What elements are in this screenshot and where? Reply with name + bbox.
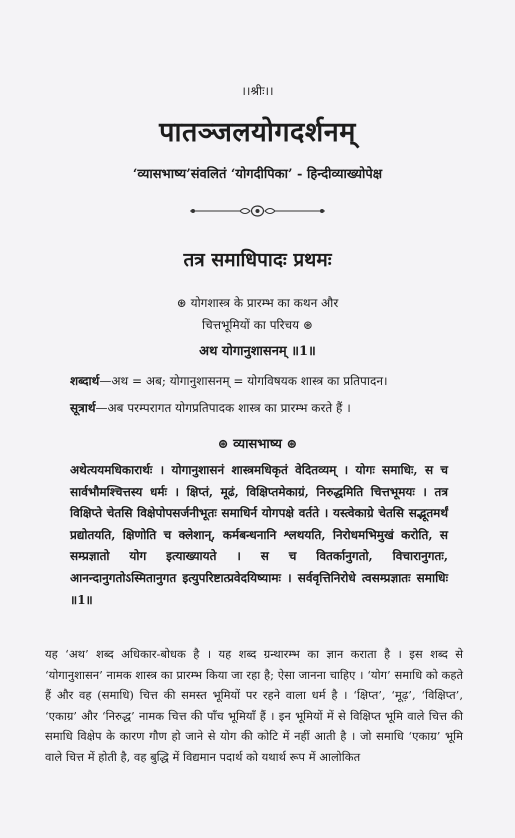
invocation-text: ।।श्रीः।। xyxy=(241,84,274,98)
sutra-meaning xyxy=(70,399,460,416)
word-meaning xyxy=(70,372,460,389)
hindi-explanation-paragraph: यह ‘अथ’ शब्द अधिकार-बोधक है । यह शब्द ग्रन्थारम्भ का ज्ञान कराता है । इस शब्द से ‘योगानुशासन’ नामक शास्त्र का प्रारम्भ किया जा रहा है; ऐसा जानना चाहिए । ‘योग’ समाधि को कहते हैं और वह (समाधि) चित्त की समस्त भूमियों पर रहने वाला धर्म है । ‘क्षिप्त’, ‘मूढ़’, ‘विक्षिप्त’, ‘एकाग्र’ और ‘निरुद्ध’ नामक चित्त की पाँच भूमियाँ हैं । इन भूमियों में से विक्षिप्त भूमि वाले चित्त की समाधि विक्षेप के कारण गौण हो जाने से योग की कोटि में नहीं आती है । जो समाधि ‘एकाग्र’ भूमि वाले चित्त में होती है, वह बुद्धि में विद्यमान पदार्थ को यथार्थ रूप में आलोकित xyxy=(45,647,463,764)
sutra-text: अथ योगानुशासनम् ॥1॥ xyxy=(199,344,316,359)
sutra-meaning-label: सूत्रार्थ xyxy=(70,401,96,415)
intro-line: ⊛ योगशास्त्र के प्रारम्भ का कथन और xyxy=(176,296,339,310)
bhashya-heading: ⊛ व्यासभाष्य ⊛ xyxy=(217,437,298,452)
sutra-meaning-text: —अब परम्परागत योगप्रतिपादक शास्त्र का प्रारम्भ करते हैं । xyxy=(95,401,351,415)
chapter-heading: तत्र समाधिपादः प्रथमः xyxy=(183,249,332,271)
word-meaning-text: —अथ = अब; योगानुशासनम् = योगविषयक शास्त्र का प्रतिपादन। xyxy=(99,374,388,388)
intro-line: चित्तभूमियों का परिचय ⊛ xyxy=(201,318,314,332)
word-meaning-label: शब्दार्थ xyxy=(70,374,100,388)
book-title: पातञ्जलयोगदर्शनम् xyxy=(159,117,356,148)
book-subtitle: ‘व्यासभाष्य’संवलितं ‘योगदीपिका’ - हिन्दीव्याख्योपेक्ष xyxy=(132,167,383,182)
ornament-divider-icon xyxy=(190,204,325,218)
bhashya-paragraph: अथेत्ययमधिकारार्थः । योगानुशासनं शास्त्रमधिकृतं वेदितव्यम् । योगः समाधिः, स च सार्वभौमश्चित्तस्य धर्मः । क्षिप्तं, मूढं, विक्षिप्तमेकाग्रं, निरुद्धमिति चित्तभूमयः । तत्र विक्षिप्ते चेतसि विक्षेपोपसर्जनीभूतः समाधिर्न योगपक्षे वर्तते । यस्त्वेकाग्रे चेतसि सद्भूतमर्थं प्रद्योतयति, क्षिणोति च क्लेशान्, कर्मबन्धनानि श्लथयति, निरोधमभिमुखं करोति, स सम्प्रज्ञातो योग इत्याख्यायते । स च वितर्कानुगतो, विचारानुगतः, आनन्दानुगतोऽस्मितानुगत इत्युपरिष्टात्प्रवेदयिष्यामः । सर्ववृत्तिनिरोधे त्वसम्प्रज्ञातः समाधिः ॥1॥ xyxy=(70,463,448,607)
section-intro xyxy=(0,292,515,336)
